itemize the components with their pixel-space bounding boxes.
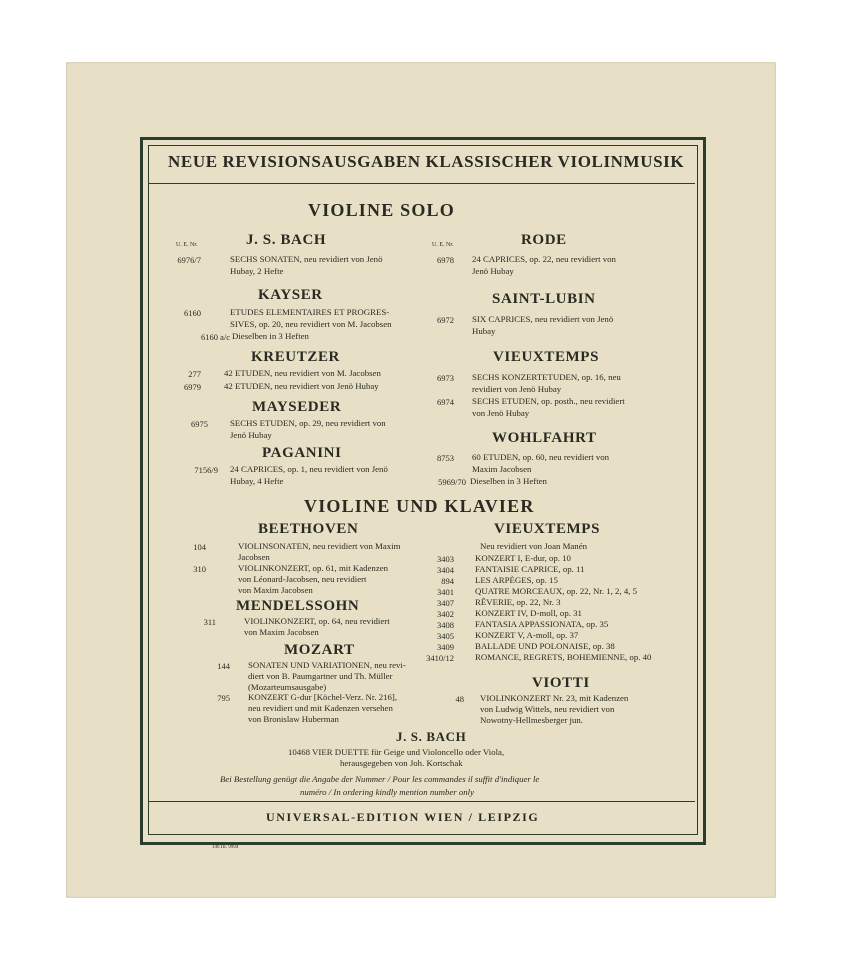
work-line: KONZERT IV, D-moll, op. 31 [475,608,582,618]
section-title-violine-und-klavier: VIOLINE UND KLAVIER [304,496,535,516]
ue-label-left: U. E. Nr. [176,242,198,248]
composer-vieuxtemps-klavier: VIEUXTEMPS [494,521,601,537]
print-code: 146 III. 9994 [212,845,239,850]
work-line: revidiert von Jenö Hubay [472,384,562,394]
catalog-number: 6975 [191,419,208,429]
work-line: QUATRE MORCEAUX, op. 22, Nr. 1, 2, 4, 5 [475,586,638,596]
work-line: Hubay, 2 Hefte [230,266,284,276]
work-line: SECHS KONZERTETUDEN, op. 16, neu [472,372,621,382]
work-line: VIOLINKONZERT, op. 64, neu revidiert [244,616,390,626]
work-line: 42 ETUDEN, neu revidiert von M. Jacobsen [224,368,381,378]
composer-paganini: PAGANINI [262,445,342,461]
work-line: neu revidiert und mit Kadenzen versehen [248,703,393,713]
work-line: von Jenö Hubay [472,408,530,418]
work-line: VIOLINKONZERT Nr. 23, mit Kadenzen [480,693,629,703]
work-line: VIOLINKONZERT, op. 61, mit Kadenzen [238,563,389,573]
composer-saint-lubin: SAINT-LUBIN [492,291,596,307]
composer-beethoven: BEETHOVEN [258,521,359,537]
ue-label-right: U. E. Nr. [432,242,454,248]
catalog-number: 3407 [437,598,454,608]
publisher-footer: UNIVERSAL-EDITION WIEN / LEIPZIG [266,810,540,824]
composer-vieuxtemps: VIEUXTEMPS [493,349,600,365]
catalog-number: 8753 [437,453,454,463]
composer-kreutzer: KREUTZER [251,349,340,365]
catalog-number: 3408 [437,620,454,630]
catalog-number: 6979 [184,382,201,392]
page-header: NEUE REVISIONSAUSGABEN KLASSISCHER VIOLINMUSIK [168,152,685,171]
work-line: von Ludwig Wittels, neu revidiert von [480,704,615,714]
work-line: 24 CAPRICES, op. 22, neu revidiert von [472,254,616,264]
work-line: 60 ETUDEN, op. 60, neu revidiert von [472,452,610,462]
catalog-number: 7156/9 [194,465,218,475]
header-rule [149,183,695,184]
catalog-number: 6978 [437,255,454,265]
work-line: ROMANCE, REGRETS, BOHEMIENNE, op. 40 [475,652,652,662]
catalog-number: 277 [188,369,201,379]
catalog-number: 3405 [437,631,454,641]
work-line: Maxim Jacobsen [472,464,532,474]
catalog-number: 5969/70 [438,477,466,487]
composer-viotti: VIOTTI [532,675,590,691]
catalog-number: 3402 [437,609,454,619]
composer-wohlfahrt: WOHLFAHRT [492,430,597,446]
work-line: KONZERT V, A-moll, op. 37 [475,630,579,640]
work-line: SECHS ETUDEN, op. 29, neu revidiert von [230,418,386,428]
work-line: diert von B. Paumgartner und Th. Müller [248,671,393,681]
work-line: von Maxim Jacobsen [244,627,319,637]
work-line: Jenö Hubay [230,430,272,440]
editor-note: Neu revidiert von Joan Manén [480,541,587,551]
work-line: SECHS SONATEN, neu revidiert von Jenö [230,254,383,264]
work-line: VIOLINSONATEN, neu revidiert von Maxim [238,541,401,551]
work-line: KONZERT G-dur [Köchel-Verz. Nr. 216], [248,692,398,702]
catalog-number: 894 [441,576,454,586]
catalog-number: 6973 [437,373,454,383]
work-line: BALLADE UND POLONAISE, op. 38 [475,641,615,651]
work-line: ETUDES ELEMENTAIRES ET PROGRES- [230,307,390,317]
catalog-number: 6160 a/c [200,332,230,342]
catalog-number: 3404 [437,565,454,575]
order-note-line: Bei Bestellung genügt die Angabe der Nummer / Pour les commandes il suffit d'indiquer le [220,774,540,784]
footer-rule [149,801,695,802]
work-line: RÊVERIE, op. 22, Nr. 3 [475,597,561,607]
work-line: 24 CAPRICES, op. 1, neu revidiert von Jenö [230,464,388,474]
work-line: 42 ETUDEN, neu revidiert von Jenö Hubay [224,381,379,391]
work-line: von Bronislaw Huberman [248,714,339,724]
catalog-number: 3410/12 [426,653,454,663]
composer-mendelssohn: MENDELSSOHN [236,598,360,614]
catalog-number: 311 [203,617,216,627]
composer-mayseder: MAYSEDER [252,399,342,415]
work-line: von Léonard-Jacobsen, neu revidiert [238,574,367,584]
work-line: Jenö Hubay [472,266,514,276]
work-line: 10468 VIER DUETTE für Geige und Violoncello oder Viola, [288,747,505,757]
catalog-number: 144 [217,661,230,671]
catalog-number: 48 [455,694,464,704]
section-title-violine-solo: VIOLINE SOLO [308,200,455,220]
catalog-number: 3409 [437,642,454,652]
work-line: herausgegeben von Joh. Kortschak [340,758,463,768]
catalog-number: 104 [193,542,206,552]
work-line: LES ARPÈGES, op. 15 [475,575,558,585]
composer-rode: RODE [521,232,567,248]
work-line: SIX CAPRICES, neu revidiert von Jenö [472,314,614,324]
work-line: SECHS ETUDEN, op. posth., neu revidiert [472,396,625,406]
catalog-number: 3403 [437,554,454,564]
work-line: Hubay, 4 Hefte [230,476,284,486]
work-line: Dieselben in 3 Heften [232,331,309,341]
order-note-line: numéro / In ordering kindly mention number only [300,787,475,797]
work-line: (Mozarteumsausgabe) [248,682,327,692]
work-line: SONATEN UND VARIATIONEN, neu revi- [248,660,406,670]
composer-bach-duette: J. S. BACH [396,729,467,744]
work-line: FANTAISIE CAPRICE, op. 11 [475,564,585,574]
work-line: Hubay [472,326,496,336]
work-line: Jacobsen [238,552,270,562]
work-line: KONZERT I, E-dur, op. 10 [475,553,571,563]
work-line: Nowotny-Hellmesberger jun. [480,715,583,725]
catalog-number: 6972 [437,315,454,325]
catalog-number: 6160 [184,308,201,318]
catalog-number: 6976/7 [177,255,201,265]
catalog-number: 310 [193,564,206,574]
work-line: von Maxim Jacobsen [238,585,313,595]
catalog-number: 795 [217,693,230,703]
catalog-number: 6974 [437,397,454,407]
composer-kayser: KAYSER [258,287,323,303]
composer-bach: J. S. BACH [246,232,327,248]
composer-mozart: MOZART [284,642,355,658]
work-line: FANTASIA APPASSIONATA, op. 35 [475,619,609,629]
work-line: SIVES, op. 20, neu revidiert von M. Jacobsen [230,319,392,329]
catalog-number: 3401 [437,587,454,597]
work-line: Dieselben in 3 Heften [470,476,547,486]
